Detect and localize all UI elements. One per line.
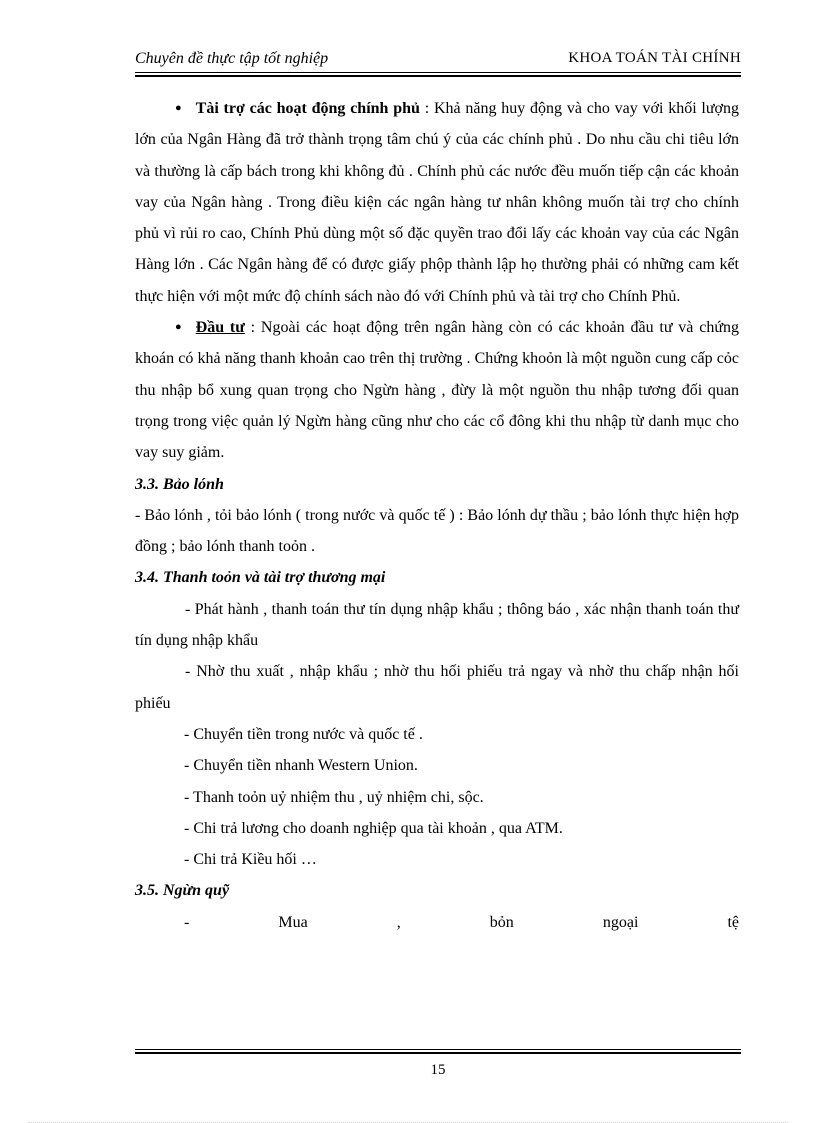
header-document-title: Chuyên đề thực tập tốt nghiệp bbox=[135, 50, 329, 67]
investment-title: Đầu tư bbox=[195, 319, 245, 337]
guarantee-paragraph: - Bảo lónh , tỏi bảo lónh ( trong nước và quốc tế ) : Bảo lónh dự thầu ; bảo lónh thực hiện hợp đồng ; bảo lónh thanh toỏn . bbox=[135, 506, 739, 556]
investment-text: : Ngoài các hoạt động trên ngân hàng còn có các khoản đầu tư và chứng khoán có khả năng thanh khoản cao trên thị trường . Chứng khoỏn là một nguồn cung cấp cỏc thu nhập bổ xung quan trọng cho Ngừn hàng , đừy là một nguồn thu nhập tương đối quan trọng trong việc quản lý Ngừn hàng cũng như cho các cổ đông khi thu nhập từ danh mục cho vay suy giảm. bbox=[135, 319, 739, 462]
page-number: 15 bbox=[430, 1062, 446, 1078]
payment-item: - Chi trả Kiều hối … bbox=[184, 851, 317, 869]
page-header bbox=[135, 48, 741, 74]
treasury-paragraph: - Mua , bỏn ngoại tệ bbox=[184, 913, 739, 931]
payment-item: - Chuyển tiền nhanh Western Union. bbox=[184, 757, 418, 775]
section-heading-payment: 3.4. Thanh toỏn và tài trợ thương mại bbox=[135, 569, 386, 587]
header-divider-thick bbox=[135, 75, 741, 77]
page-footer bbox=[135, 1049, 741, 1079]
footer-divider-thick bbox=[135, 1052, 741, 1054]
header-divider bbox=[135, 72, 741, 73]
section-heading-treasury: 3.5. Ngừn quỹ bbox=[135, 882, 230, 900]
payment-item: - Phát hành , thanh toán thư tín dụng nhập khẩu ; thông báo , xác nhận thanh toán thư tín dụng nhập khẩu bbox=[135, 600, 739, 650]
bullet-icon: ● bbox=[175, 321, 182, 334]
payment-item: - Thanh toỏn uỷ nhiệm thu , uỷ nhiệm chi, sộc. bbox=[184, 788, 484, 806]
section-heading-guarantee: 3.3. Bảo lónh bbox=[135, 475, 224, 493]
investment-paragraph bbox=[135, 312, 739, 468]
payment-item: - Nhờ thu xuất , nhập khẩu ; nhờ thu hối phiếu trả ngay và nhờ thu chấp nhận hối phiếu bbox=[135, 663, 739, 712]
header-faculty: KHOA TOÁN TÀI CHÍNH bbox=[568, 50, 741, 66]
gov-finance-text: : Khả năng huy động và cho vay với khối lượng lớn của Ngân Hàng đã trở thành trọng tâm chú ý của các chính phủ . Do nhu cầu chi tiêu lớn và thường là cấp bách trong khi không đủ . Chính phủ các nước đều muốn tiếp cận các khoản vay của Ngân hàng . Trong điều kiện các ngân hàng tư nhân không muốn tài trợ cho chính phủ vì rủi ro cao, Chính Phủ dùng một số đặc quyền trao đổi lấy các khoản vay của các Ngân Hàng lớn . Các Ngân hàng để có được giấy phộp thành lập họ thường phải có những cam kết thực hiện với một mức độ chính sách nào đó với Chính phủ và tài trợ cho Chính Phủ. bbox=[135, 100, 739, 305]
payment-item: - Chuyển tiền trong nước và quốc tế . bbox=[184, 725, 423, 743]
gov-finance-paragraph bbox=[135, 93, 739, 312]
gov-finance-title: Tài trợ các hoạt động chính phủ bbox=[195, 100, 420, 117]
bullet-icon: ● bbox=[175, 102, 182, 114]
payment-item: - Chi trả lương cho doanh nghiệp qua tài khoản , qua ATM. bbox=[184, 819, 563, 837]
document-body bbox=[135, 93, 739, 938]
footer-divider bbox=[135, 1049, 741, 1050]
